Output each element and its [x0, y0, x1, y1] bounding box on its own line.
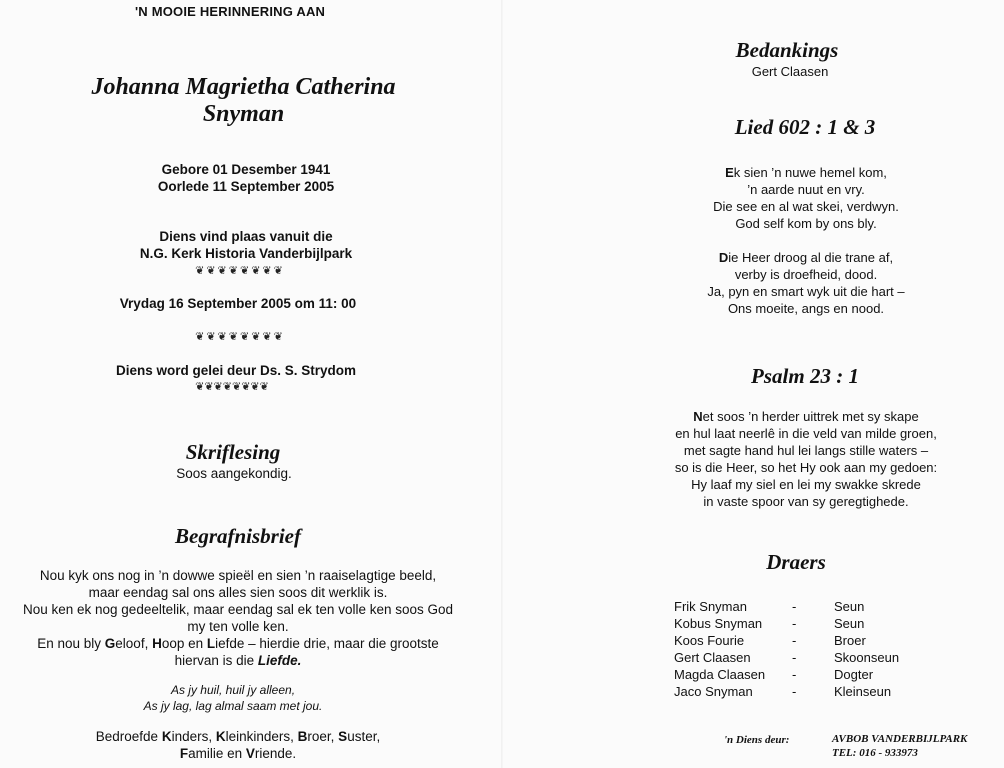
line-text: so is die Heer, so het Hy ook aan my gedoen: [674, 460, 938, 475]
text-fragment: riende. [254, 746, 297, 761]
line-text: Hy laaf my siel en lei my swakke skrede [691, 477, 921, 492]
psalm-lines-line [502, 425, 1004, 442]
bearer-row [674, 666, 899, 683]
psalm-lines-line [502, 459, 1004, 476]
text-fragment: oop en [161, 636, 207, 651]
bearer-dash: - [792, 633, 797, 648]
service-location [0, 228, 492, 262]
hymn-verse-1 [502, 164, 1004, 232]
text-fragment: F [179, 746, 189, 761]
hymn-title: Lied 602 : 1 & 3 [734, 115, 876, 139]
bearer-name: Gert Claasen [674, 650, 751, 665]
bearer-row [674, 615, 899, 632]
bearer-relation: Broer [834, 633, 866, 648]
text-fragment: G [104, 636, 116, 651]
text-fragment: S [338, 729, 348, 744]
hymn-v1-line [502, 215, 1004, 232]
psalm-text [502, 408, 1004, 510]
ornament-divider-3: ❦❦❦❦❦❦❦❦ [195, 381, 269, 393]
letter-line: maar eendag sal ons alles sien soos dit werklik is. [88, 585, 388, 600]
hymn-v1-line [502, 198, 1004, 215]
bearer-name: Magda Claasen [674, 667, 766, 682]
text-fragment: V [245, 746, 255, 761]
line-text: God self kom by ons bly. [735, 216, 877, 231]
bearer-name: Kobus Snyman [674, 616, 763, 631]
text-fragment: B [297, 729, 308, 744]
line-text: ie Heer droog al die trane af, [728, 250, 894, 265]
mourners-line-1 [0, 728, 476, 745]
hymn-verse-2 [502, 249, 1004, 317]
line-text: Ons moeite, angs en nood. [727, 301, 885, 316]
text-fragment: Liefde. [257, 653, 302, 668]
bearer-name: Frik Snyman [674, 599, 747, 614]
bearer-relation: Seun [834, 616, 865, 631]
hymn-v1-line [502, 164, 1004, 181]
poem-line: As jy lag, lag almal saam met jou. [143, 699, 323, 713]
text-fragment: uster, [347, 729, 381, 744]
psalm-lines-line [502, 476, 1004, 493]
officiant-line: Diens word gelei deur Ds. S. Strydom [115, 363, 357, 378]
bearer-relation: Kleinseun [834, 684, 892, 699]
name-line-1: Johanna Magrietha Catherina [91, 74, 396, 100]
poem [0, 682, 466, 714]
text-fragment: leinkinders, [225, 729, 298, 744]
bearers-title: Draers [766, 550, 826, 574]
bearer-dash: - [792, 599, 797, 614]
psalm-lines-line [502, 442, 1004, 459]
name-line-2: Snyman [202, 101, 285, 127]
service-date-time: Vrydag 16 September 2005 om 11: 00 [119, 296, 357, 311]
hymn-v2-line [502, 283, 1004, 300]
initial-letter: N [693, 409, 703, 424]
hymn-v2-line [502, 300, 1004, 317]
bearer-dash: - [792, 650, 797, 665]
letter-title: Begrafnisbrief [175, 524, 301, 548]
text-fragment: inders, [171, 729, 216, 744]
bearers-list [674, 598, 899, 700]
text-fragment: En nou bly [37, 636, 105, 651]
thanks-title: Bedankings [735, 38, 839, 62]
bearer-name: Koos Fourie [674, 633, 745, 648]
letter-line: Nou ken ek nog gedeeltelik, maar eendag sal ek ten volle ken soos God [22, 602, 454, 617]
service-line-2: N.G. Kerk Historia Vanderbijlpark [139, 246, 353, 261]
psalm-lines-line [502, 408, 1004, 425]
footer-org: AVBOB VANDERBIJLPARK [832, 733, 968, 745]
text-fragment: hiervan is die [174, 653, 258, 668]
service-line-1: Diens vind plaas vanuit die [159, 229, 333, 244]
ornament-divider-1: ❦❦❦❦❦❦❦❦ [195, 265, 285, 277]
line-text: verby is droefheid, dood. [734, 267, 878, 282]
line-text: in vaste spoor van sy geregtighede. [703, 494, 909, 509]
text-fragment: amilie en [188, 746, 246, 761]
mourners [0, 728, 476, 762]
text-fragment: iefde – hierdie drie, maar die grootste [215, 636, 439, 651]
psalm-title: Psalm 23 : 1 [751, 364, 859, 388]
life-dates [0, 161, 492, 195]
mourners-line-2 [0, 745, 476, 762]
psalm-lines-line [502, 493, 1004, 510]
line-text: met sagte hand hul lei langs stille waters – [683, 443, 929, 458]
line-text: en hul laat neerlê in die veld van milde groen, [675, 426, 937, 441]
text-fragment: K [161, 729, 172, 744]
ornament-divider-2: ❦❦❦❦❦❦❦❦ [195, 331, 285, 343]
hymn-v1-line [502, 181, 1004, 198]
died-date: Oorlede 11 September 2005 [157, 179, 335, 194]
bearer-dash: - [792, 667, 797, 682]
text-fragment: roer, [307, 729, 339, 744]
thanks-name: Gert Claasen [751, 64, 829, 79]
letter-line [0, 652, 476, 669]
right-page [502, 0, 1004, 768]
initial-letter: D [718, 250, 729, 265]
bearer-name: Jaco Snyman [674, 684, 753, 699]
bearer-dash: - [792, 616, 797, 631]
bearer-row [674, 649, 899, 666]
bearer-row [674, 598, 899, 615]
line-text: et soos ’n herder uittrek met sy skape [702, 409, 919, 424]
bearer-relation: Dogter [834, 667, 874, 682]
footer-label: 'n Diens deur: [724, 734, 790, 746]
line-text: ’n aarde nuut en vry. [747, 182, 865, 197]
bearer-relation: Seun [834, 599, 865, 614]
reading-text: Soos aangekondig. [176, 466, 292, 481]
letter-line: Nou kyk ons nog in ’n dowwe spieël en sien ’n raaiselagtige beeld, [39, 568, 437, 583]
letter-text [0, 567, 476, 669]
bearer-relation: Skoonseun [834, 650, 900, 665]
intro-heading: 'N MOOIE HERINNERING AAN [135, 4, 326, 19]
line-text: k sien ’n nuwe hemel kom, [733, 165, 887, 180]
reading-title: Skriflesing [185, 440, 281, 464]
text-fragment: L [206, 636, 216, 651]
text-fragment: Bedroefde [95, 729, 162, 744]
initial-letter: E [725, 165, 734, 180]
footer-tel: TEL: 016 - 933973 [832, 747, 918, 759]
letter-line [0, 635, 476, 652]
bearer-row [674, 683, 899, 700]
footer-company [832, 732, 967, 760]
born-date: Gebore 01 Desember 1941 [161, 162, 331, 177]
letter-line: my ten volle ken. [187, 619, 289, 634]
hymn-v2-line [502, 266, 1004, 283]
poem-line: As jy huil, huil jy alleen, [170, 683, 296, 697]
text-fragment: eloof, [115, 636, 153, 651]
line-text: Die see en al wat skei, verdwyn. [713, 199, 899, 214]
text-fragment: H [152, 636, 162, 651]
bearer-dash: - [792, 684, 797, 699]
deceased-name [0, 74, 487, 128]
hymn-v2-line [502, 249, 1004, 266]
line-text: Ja, pyn en smart wyk uit die hart – [707, 284, 905, 299]
text-fragment: K [215, 729, 226, 744]
bearer-row [674, 632, 899, 649]
